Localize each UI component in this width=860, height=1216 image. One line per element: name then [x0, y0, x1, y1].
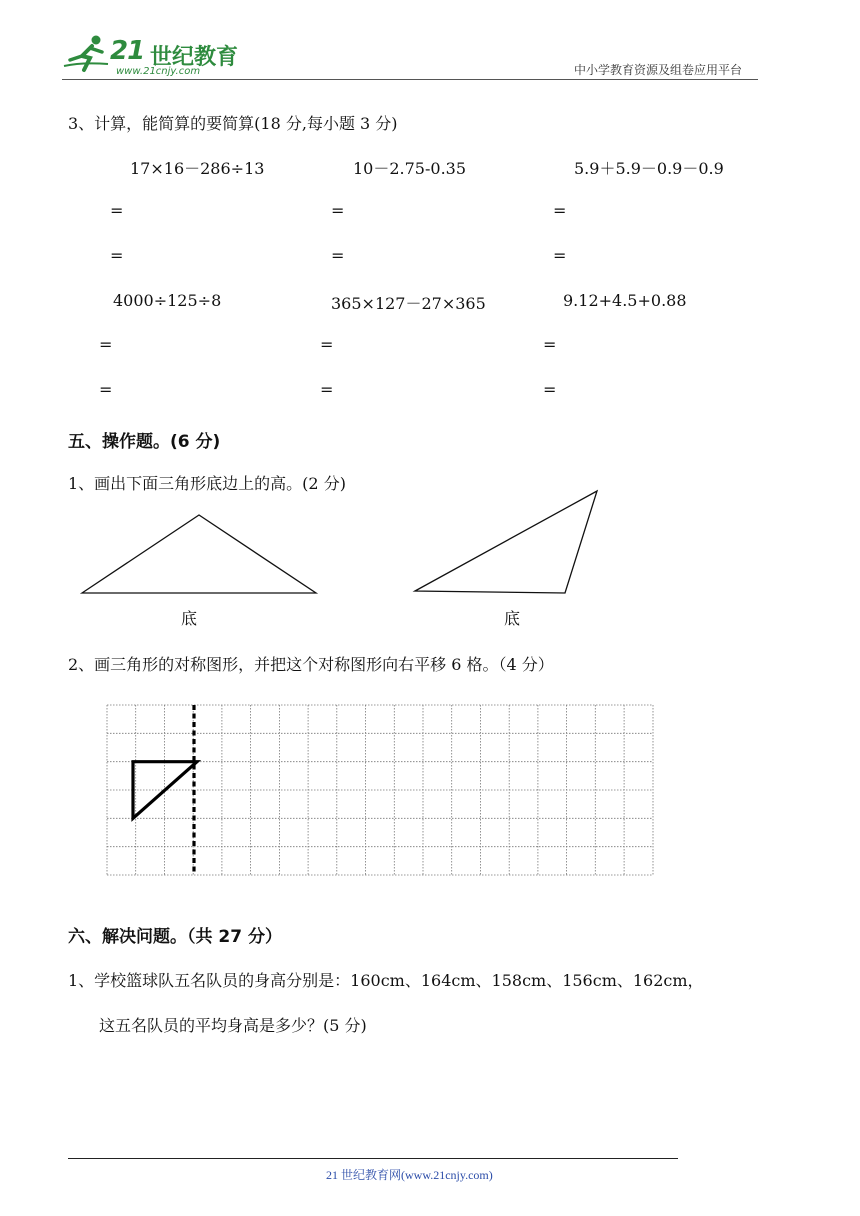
- equals-sign: =: [553, 246, 567, 265]
- calc-expr-3: 5.9＋5.9－0.9－0.9: [574, 159, 724, 178]
- calc-title: 3、计算，能简算的要简算(18 分,每小题 3 分): [68, 114, 398, 133]
- section6-title: 六、解决问题。（共 27 分）: [68, 927, 282, 947]
- section6-q1-line2: 这五名队员的平均身高是多少？(5 分): [99, 1016, 367, 1035]
- equals-sign: =: [543, 380, 557, 399]
- calc-expr-1: 17×16－286÷13: [130, 159, 265, 178]
- calc-expr-5: 365×127－27×365: [331, 294, 486, 313]
- triangle-obtuse: [82, 515, 316, 593]
- section6-q1-line1: 1、学校篮球队五名队员的身高分别是：160cm、164cm、158cm、156cm、162cm，: [68, 971, 704, 990]
- logo-url: www.21cnjy.com: [116, 66, 201, 77]
- base-label-2: 底: [504, 609, 521, 628]
- equals-sign: =: [99, 380, 113, 399]
- base-label-1: 底: [181, 609, 198, 628]
- logo-number: 21: [110, 36, 145, 66]
- platform-label: 中小学教育资源及组卷应用平台: [574, 63, 743, 77]
- equals-sign: =: [110, 246, 124, 265]
- footer-divider: [68, 1158, 678, 1159]
- equals-sign: =: [331, 201, 345, 220]
- footer-link[interactable]: 21 世纪教育网(www.21cnjy.com): [326, 1168, 493, 1182]
- triangle-scalene: [415, 491, 597, 593]
- section5-title: 五、操作题。(6 分): [68, 432, 221, 452]
- equals-sign: =: [320, 380, 334, 399]
- equals-sign: =: [99, 335, 113, 354]
- equals-sign: =: [331, 246, 345, 265]
- equals-sign: =: [553, 201, 567, 220]
- equals-sign: =: [110, 201, 124, 220]
- equals-sign: =: [320, 335, 334, 354]
- section5-q2: 2、画三角形的对称图形，并把这个对称图形向右平移 6 格。（4 分）: [68, 655, 554, 674]
- calc-expr-6: 9.12+4.5+0.88: [563, 291, 687, 310]
- symmetry-grid: [100, 700, 660, 880]
- calc-expr-2: 10－2.75-0.35: [353, 159, 467, 178]
- section5-q1: 1、画出下面三角形底边上的高。(2 分): [68, 474, 346, 493]
- logo-name: 世纪教育: [150, 45, 239, 70]
- calc-expr-4: 4000÷125÷8: [113, 291, 222, 310]
- equals-sign: =: [543, 335, 557, 354]
- given-triangle: [133, 762, 197, 819]
